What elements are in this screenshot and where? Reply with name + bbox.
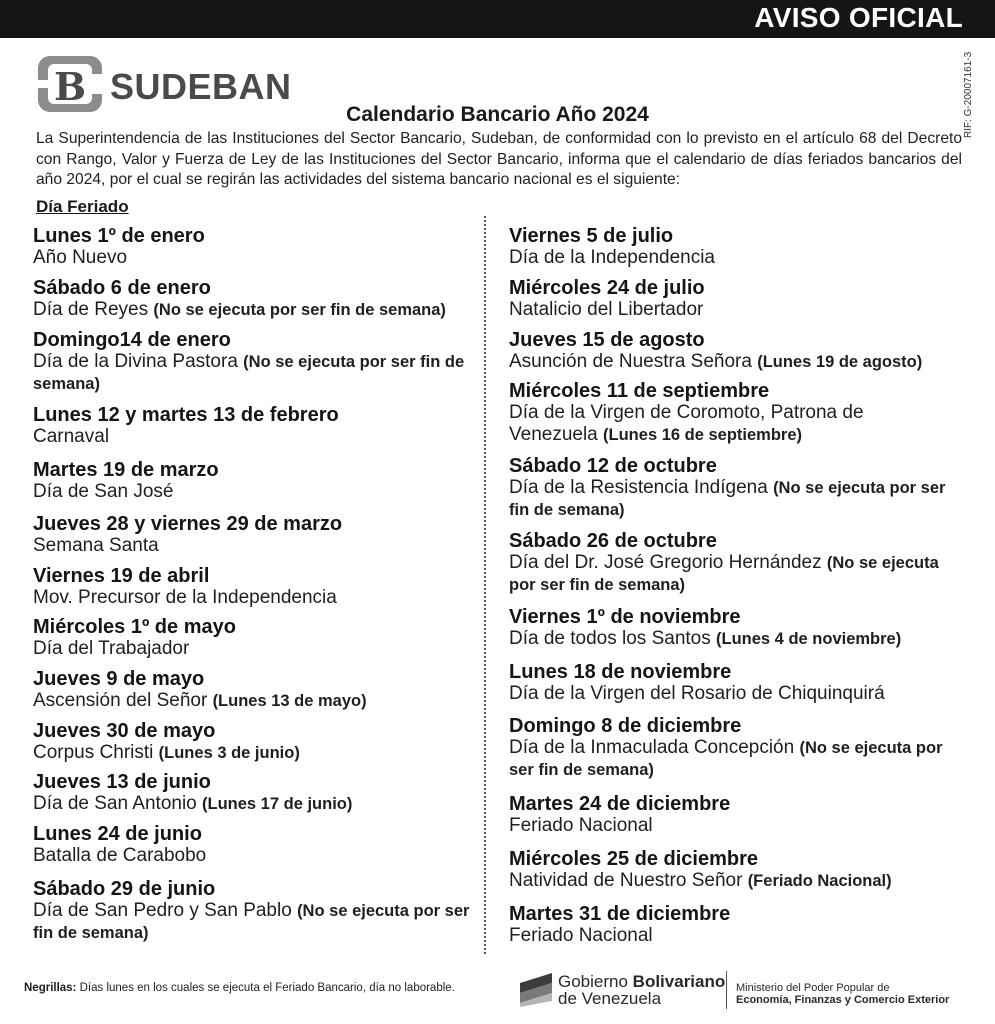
- holiday-name: Mov. Precursor de la Independencia: [33, 587, 337, 608]
- holiday-name: Natividad de Nuestro Señor (Feriado Nacional): [509, 870, 892, 891]
- holiday-entry: [33, 225, 473, 269]
- holiday-entry: [33, 459, 473, 503]
- holiday-date: Lunes 12 y martes 13 de febrero: [33, 404, 339, 426]
- holiday-date: Miércoles 25 de diciembre: [509, 848, 759, 870]
- holiday-entry: [33, 720, 473, 764]
- ministry-name: Ministerio del Poder Popular de Economía, Finanzas y Comercio Exterior: [736, 982, 950, 1006]
- holiday-date: Martes 24 de diciembre: [509, 793, 731, 815]
- holiday-name: Corpus Christi (Lunes 3 de junio): [33, 742, 300, 763]
- holiday-date: Miércoles 1º de mayo: [33, 616, 236, 638]
- holiday-name: Asunción de Nuestra Señora (Lunes 19 de agosto): [509, 351, 923, 372]
- venezuela-flag-icon: [518, 969, 554, 1007]
- intro-paragraph: La Superintendencia de las Instituciones del Sector Bancario, Sudeban, de conformidad con lo previsto en el artículo 68 del Decreto con Rango, Valor y Fuerza de Ley de las Instituciones del Sector Bancario, informa que el calendario de días feriados bancarios del año 2024, por el cual se regirán las actividades del sistema bancario nacional es el siguiente:: [36, 130, 962, 188]
- holiday-name: Semana Santa: [33, 535, 159, 556]
- holiday-name: Día de todos los Santos (Lunes 4 de noviembre): [509, 628, 902, 649]
- holiday-name: Día del Trabajador: [33, 638, 190, 659]
- banner-label: AVISO OFICIAL: [754, 2, 963, 33]
- footer-note-label: Negrillas:: [24, 982, 77, 994]
- holiday-name: Día de San José: [33, 481, 174, 502]
- column-divider: [484, 216, 486, 954]
- holiday-name: Día de la Inmaculada Concepción (No se ejecuta por ser fin de semana): [509, 737, 943, 779]
- footer-note: [24, 982, 455, 994]
- holiday-entry: [509, 380, 949, 446]
- top-banner: [0, 0, 995, 38]
- government-name: Gobierno Bolivariano de Venezuela: [558, 972, 726, 1008]
- holiday-date: Jueves 9 de mayo: [33, 668, 205, 690]
- holiday-entry: [509, 225, 949, 269]
- holiday-date: Lunes 24 de junio: [33, 823, 202, 845]
- svg-text:B: B: [53, 64, 87, 109]
- holiday-date: Martes 19 de marzo: [33, 459, 219, 481]
- holiday-date: Sábado 29 de junio: [33, 878, 216, 900]
- government-logo: [518, 965, 958, 1015]
- holiday-entry: [33, 823, 473, 867]
- holiday-name: Día de Reyes (No se ejecuta por ser fin de semana): [33, 299, 446, 320]
- holiday-date: Domingo 8 de diciembre: [509, 715, 742, 737]
- holiday-entry: [509, 606, 949, 650]
- holiday-name: Batalla de Carabobo: [33, 845, 207, 866]
- holiday-entry: [33, 771, 473, 815]
- holiday-date: Lunes 1º de enero: [33, 225, 205, 247]
- holiday-entry: [509, 277, 949, 321]
- holiday-entry: [509, 455, 949, 521]
- holiday-name: Natalicio del Libertador: [509, 299, 704, 320]
- holiday-name: Día de San Pedro y San Pablo (No se ejecuta por ser fin de semana): [33, 900, 470, 942]
- holiday-date: Sábado 12 de octubre: [509, 455, 717, 477]
- holiday-entry: [33, 616, 473, 660]
- holiday-entry: [509, 848, 949, 892]
- holiday-date: Martes 31 de diciembre: [509, 903, 731, 925]
- holiday-name: Feriado Nacional: [509, 925, 653, 946]
- rif-code: RIF: G-20007161-3: [963, 51, 974, 138]
- holiday-date: Jueves 13 de junio: [33, 771, 211, 793]
- holiday-entry: [33, 329, 473, 395]
- holiday-entry: [33, 404, 473, 448]
- holiday-entry: [509, 903, 949, 947]
- footer-note-text: Días lunes en los cuales se ejecuta el Feriado Bancario, día no laborable.: [76, 982, 455, 994]
- holiday-entry: [33, 878, 473, 944]
- holiday-date: Viernes 5 de julio: [509, 225, 674, 247]
- holiday-name: Día de San Antonio (Lunes 17 de junio): [33, 793, 353, 814]
- holiday-date: Lunes 18 de noviembre: [509, 661, 732, 683]
- holiday-entry: [33, 513, 473, 557]
- holiday-date: Viernes 19 de abril: [33, 565, 210, 587]
- column-header: Día Feriado: [36, 197, 129, 216]
- holiday-entry: [33, 565, 473, 609]
- holiday-date: Jueves 28 y viernes 29 de marzo: [33, 513, 343, 535]
- holiday-entry: [33, 668, 473, 712]
- holiday-date: Viernes 1º de noviembre: [509, 606, 741, 628]
- holiday-date: Miércoles 24 de julio: [509, 277, 705, 299]
- page-title: Calendario Bancario Año 2024: [346, 103, 649, 126]
- holiday-date: Sábado 6 de enero: [33, 277, 211, 299]
- holiday-name: Día de la Resistencia Indígena (No se ejecuta por ser fin de semana): [509, 477, 946, 519]
- holiday-name: Día del Dr. José Gregorio Hernández (No se ejecuta por ser fin de semana): [509, 552, 939, 594]
- holiday-entry: [509, 715, 949, 781]
- holiday-entry: [33, 277, 473, 321]
- holiday-entry: [509, 661, 949, 705]
- holiday-date: Domingo14 de enero: [33, 329, 231, 351]
- holiday-name: Día de la Divina Pastora (No se ejecuta por ser fin de semana): [33, 351, 465, 393]
- holiday-name: Carnaval: [33, 426, 110, 447]
- holiday-name: Día de la Virgen del Rosario de Chiquinquirá: [509, 683, 885, 704]
- holiday-entry: [509, 530, 949, 596]
- holiday-date: Jueves 15 de agosto: [509, 329, 705, 351]
- holiday-date: Jueves 30 de mayo: [33, 720, 216, 742]
- sudeban-wordmark: SUDEBAN: [110, 66, 292, 107]
- holiday-date: Sábado 26 de octubre: [509, 530, 717, 552]
- holiday-name: Día de la Virgen de Coromoto, Patrona de Venezuela (Lunes 16 de septiembre): [509, 402, 864, 445]
- holiday-entry: [509, 329, 949, 373]
- logo-separator: [726, 971, 727, 1009]
- holiday-name: Feriado Nacional: [509, 815, 653, 836]
- holiday-name: Día de la Independencia: [509, 247, 715, 268]
- holiday-entry: [509, 793, 949, 837]
- holiday-name: Año Nuevo: [33, 247, 128, 268]
- holiday-name: Ascensión del Señor (Lunes 13 de mayo): [33, 690, 367, 711]
- holiday-date: Miércoles 11 de septiembre: [509, 380, 770, 402]
